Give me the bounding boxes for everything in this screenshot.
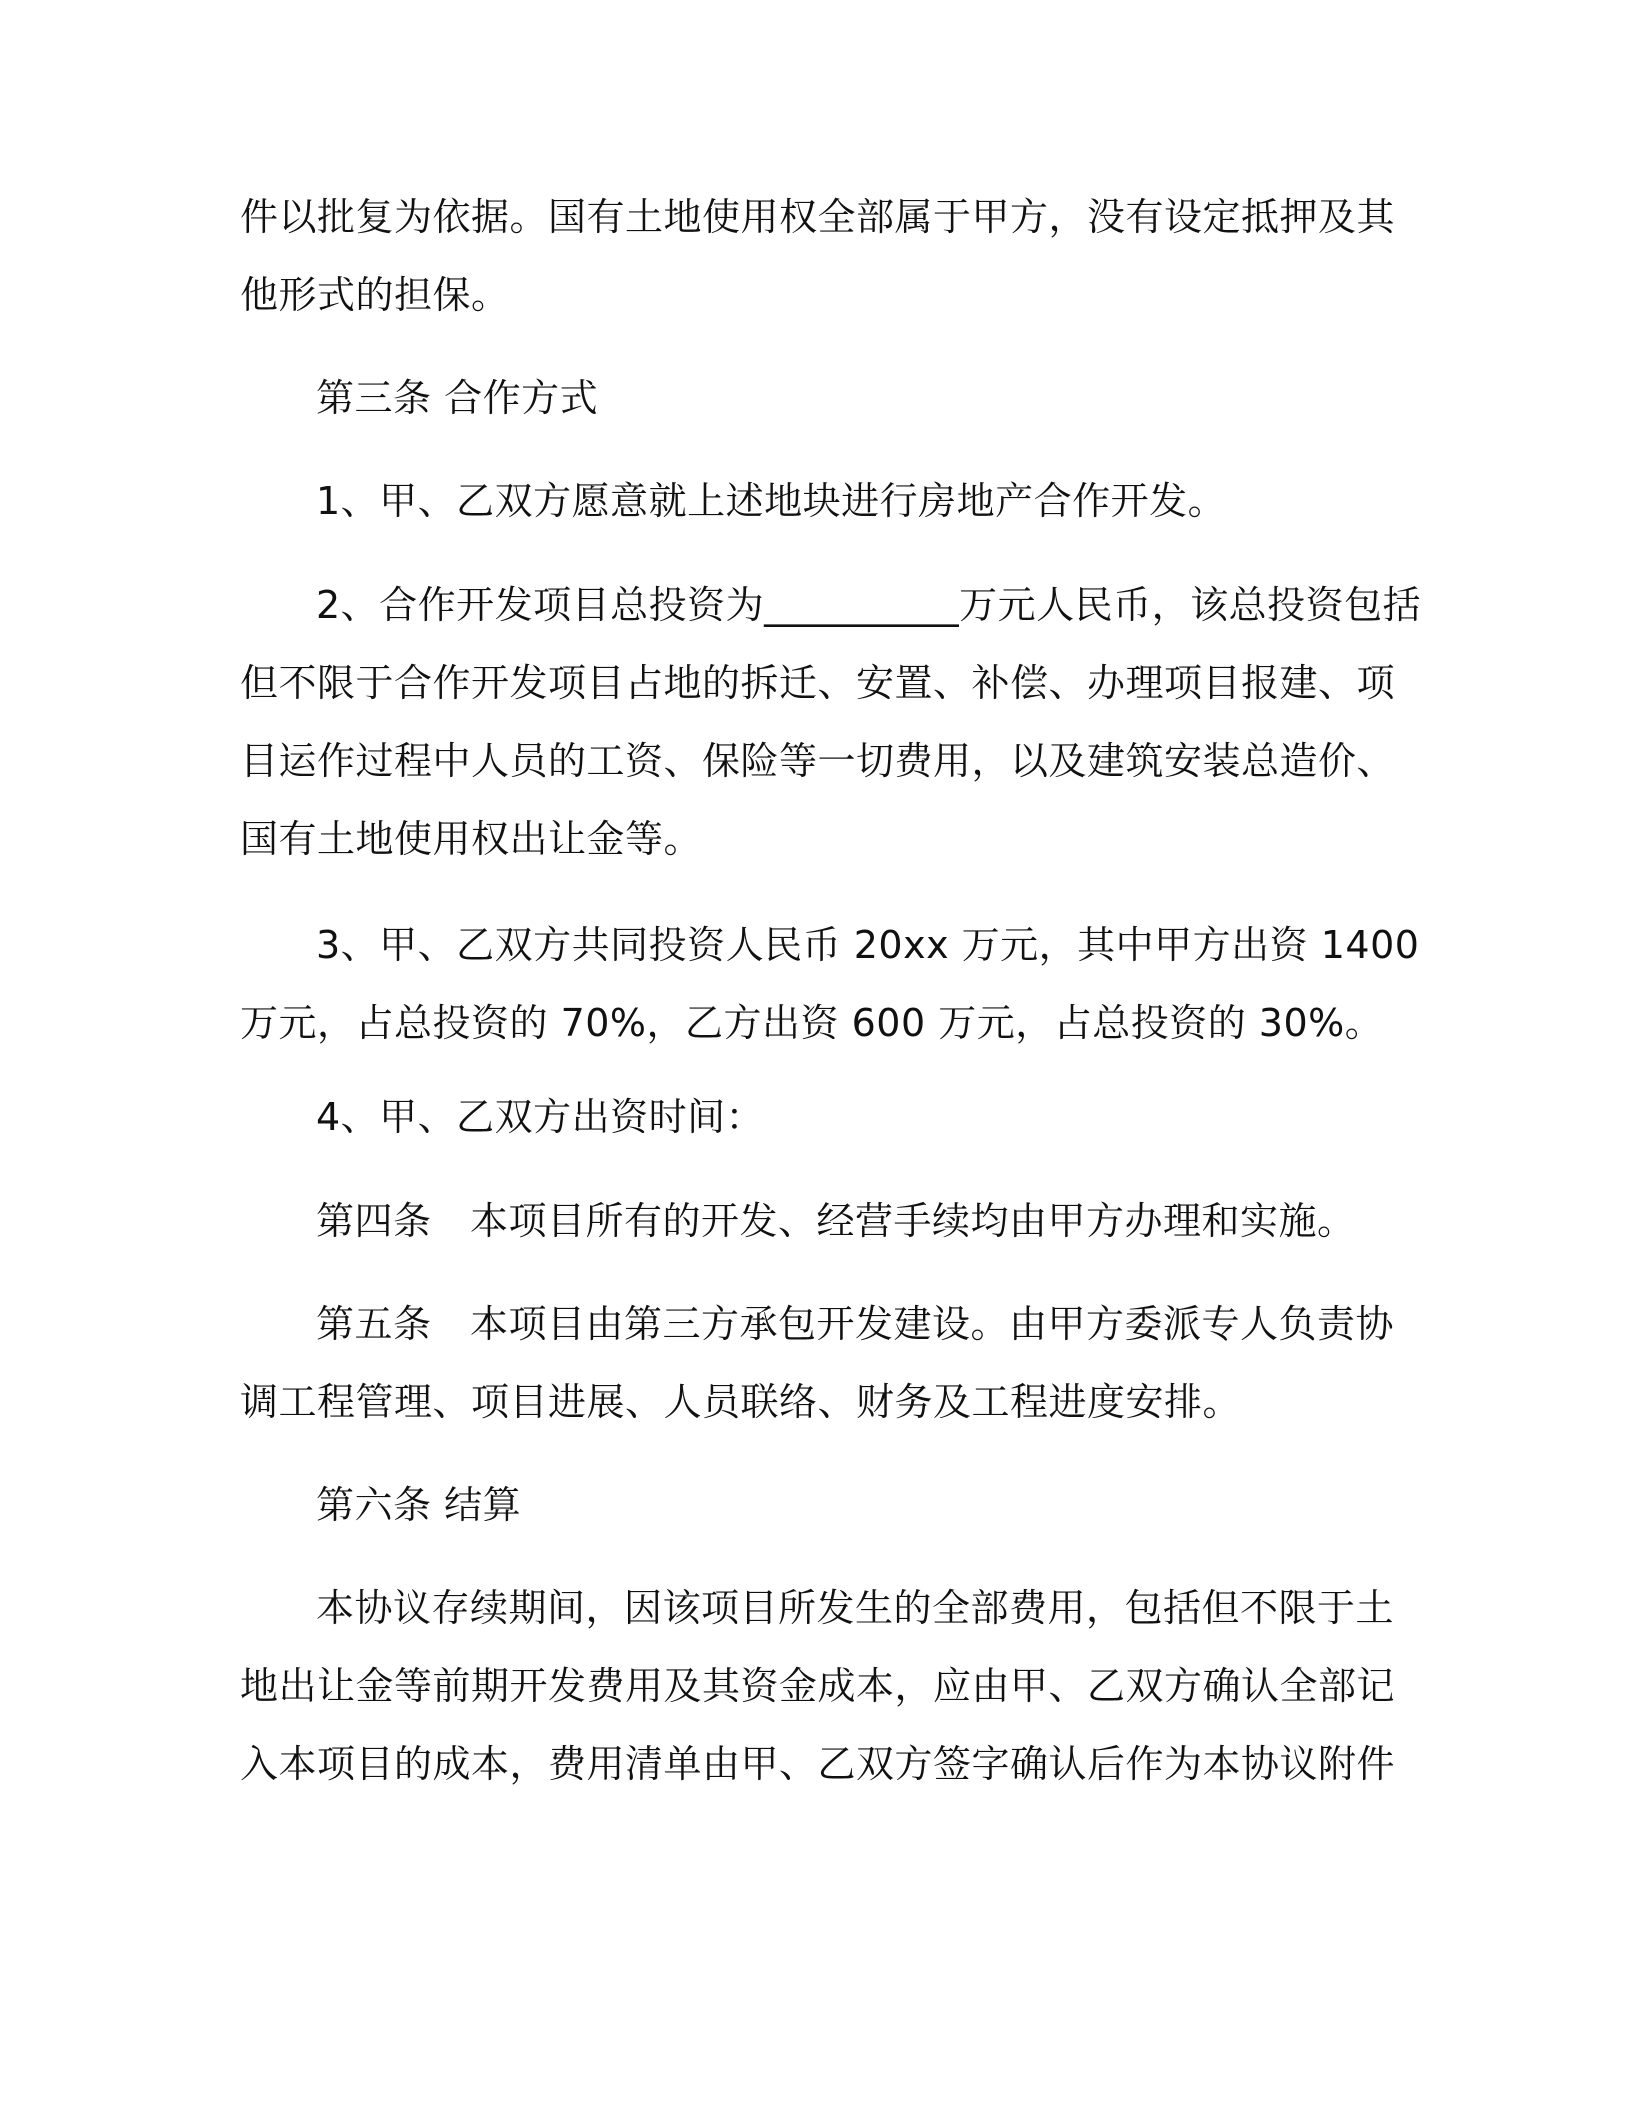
article-3-heading — [240, 359, 1390, 437]
text-line: 3、甲、乙双方共同投资人民币 20xx 万元，其中甲方出资 1400 — [316, 923, 1420, 967]
text-line: 地出让金等前期开发费用及其资金成本，应由甲、乙双方确认全部记 — [240, 1664, 1396, 1708]
text-line: 但不限于合作开发项目占地的拆迁、安置、补偿、办理项目报建、项 — [240, 661, 1396, 705]
text-line: 2、合作开发项目总投资为__________万元人民币，该总投资包括 — [316, 583, 1422, 627]
text-line: 入本项目的成本，费用清单由甲、乙双方签字确认后作为本协议附件 — [240, 1742, 1396, 1786]
text-line: 4、甲、乙双方出资时间： — [316, 1095, 765, 1139]
clause-item-4 — [240, 1078, 1390, 1156]
article-5 — [240, 1285, 1395, 1441]
text-line: 调工程管理、项目进展、人员联络、财务及工程进度安排。 — [240, 1380, 1242, 1424]
article-4 — [240, 1182, 1390, 1260]
paragraph-land-rights — [240, 178, 1396, 334]
text-line: 目运作过程中人员的工资、保险等一切费用，以及建筑安装总造价、 — [240, 739, 1396, 783]
text-line: 第三条 合作方式 — [316, 376, 599, 420]
text-line: 万元，占总投资的 70%，乙方出资 600 万元，占总投资的 30%。 — [240, 1001, 1384, 1045]
text-line: 第四条 本项目所有的开发、经营手续均由甲方办理和实施。 — [316, 1199, 1356, 1243]
clause-item-2 — [240, 566, 1422, 878]
text-line: 本协议存续期间，因该项目所发生的全部费用，包括但不限于土 — [316, 1586, 1395, 1630]
clause-item-1 — [240, 462, 1390, 540]
text-line: 件以批复为依据。国有土地使用权全部属于甲方，没有设定抵押及其 — [240, 195, 1396, 239]
article-6-heading — [240, 1466, 1390, 1544]
text-line: 1、甲、乙双方愿意就上述地块进行房地产合作开发。 — [316, 479, 1227, 523]
settlement-paragraph — [240, 1569, 1396, 1803]
text-line: 第六条 结算 — [316, 1483, 522, 1527]
text-line: 第五条 本项目由第三方承包开发建设。由甲方委派专人负责协 — [316, 1302, 1395, 1346]
text-line: 国有土地使用权出让金等。 — [240, 817, 703, 861]
text-line: 他形式的担保。 — [240, 273, 510, 317]
clause-item-3 — [240, 906, 1420, 1062]
